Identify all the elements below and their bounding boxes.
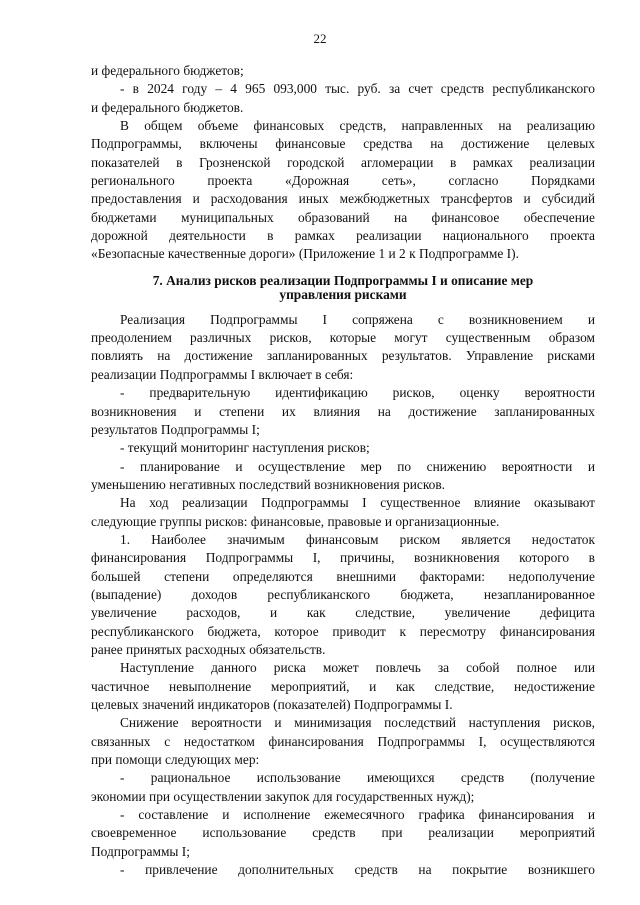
text-line: - планирование и осуществление мер по снижению вероятности и [120,458,595,474]
text-line: целевых значений индикаторов (показателей) Подпрограммы I. [91,697,453,712]
text-line: Наступление данного риска может повлечь за собой полное или [120,660,595,676]
section-heading-line-2: управления рисками [279,286,407,302]
text-line: - рациональное использование имеющихся средств (получение [120,770,595,786]
document-body [91,62,595,879]
text-line: показателей в Грозненской городской агломерации в рамках реализации [91,154,595,170]
text-line: возникновения и степени их влияния на достижение запланированных [91,403,595,419]
paragraph-group-top [91,62,595,264]
section-heading [91,274,595,302]
text-line: большей степени определяются внешними факторами: недополучение [91,568,595,584]
text-line: и федерального бюджетов; [91,63,244,78]
text-line: частичное невыполнение мероприятий, и как следствие, недостижение [91,678,595,694]
text-line: Подпрограммы, включены финансовые средства на достижение целевых [91,136,595,152]
text-line: - предварительную идентификацию рисков, оценку вероятности [120,385,595,401]
text-line: ранее принятых расходных обязательств. [91,641,326,657]
text-line: своевременное использование средств при реализации мероприятий [91,825,595,841]
text-line: повлиять на достижение запланированных результатов. Управление рисками [91,348,595,364]
text-line: бюджетами муниципальных образований на финансовое обеспечение [91,209,595,225]
text-line: результатов Подпрограммы I; [91,421,260,437]
paragraph-group-risks [91,311,595,880]
text-line: - привлечение дополнительных средств на покрытие возникшего [120,862,595,878]
section-heading-line-1: 7. Анализ рисков реализации Подпрограммы I и описание мер [152,272,534,288]
text-line: - составление и исполнение ежемесячного графика финансирования и [120,807,595,823]
text-line: увеличение расходов, и как следствие, увеличение дефицита [91,605,595,621]
text-line: 1. Наиболее значимым финансовым риском является недостаток [120,531,595,547]
text-line: «Безопасные качественные дороги» (Приложение 1 и 2 к Подпрограмме I). [91,246,519,262]
text-line: Подпрограммы I; [91,843,190,859]
text-line: уменьшению негативных последствий возникновения рисков. [91,476,446,492]
text-line: республиканского бюджета, которое приводит к пересмотру финансирования [91,623,595,639]
text-line: Реализация Подпрограммы I сопряжена с возникновением и [120,311,595,327]
text-line: связанных с недостатком финансирования Подпрограммы I, осуществляются [91,733,595,749]
text-line: следующие группы рисков: финансовые, правовые и организационные. [91,513,500,529]
text-line: Снижение вероятности и минимизация последствий наступления рисков, [120,715,595,731]
text-line: В общем объеме финансовых средств, направленных на реализацию [120,118,595,134]
text-line: при помощи следующих мер: [91,752,260,768]
text-line: реализации Подпрограммы I включает в себя: [91,366,354,382]
text-line: экономии при осуществлении закупок для государственных нужд); [91,788,475,804]
text-line: и федерального бюджетов. [91,99,244,115]
page-number: 22 [313,31,327,46]
text-line: финансирования Подпрограммы I, причины, возникновения которого в [91,550,595,566]
text-line: На ход реализации Подпрограммы I существенное влияние оказывают [120,495,595,511]
text-line: - в 2024 году – 4 965 093,000 тыс. руб. за счет средств республиканского [120,81,595,97]
text-line: регионального проекта «Дорожная сеть», согласно Порядками [91,173,595,189]
text-line: (выпадение) доходов республиканского бюджета, незапланированное [91,586,595,602]
text-line: предоставления и расходования иных межбюджетных трансфертов и субсидий [91,191,595,207]
text-line: дорожной деятельности в рамках реализации национального проекта [91,228,595,244]
text-line: преодолением различных рисков, которые могут существенным образом [91,330,595,346]
text-line: - текущий мониторинг наступления рисков; [120,440,370,456]
